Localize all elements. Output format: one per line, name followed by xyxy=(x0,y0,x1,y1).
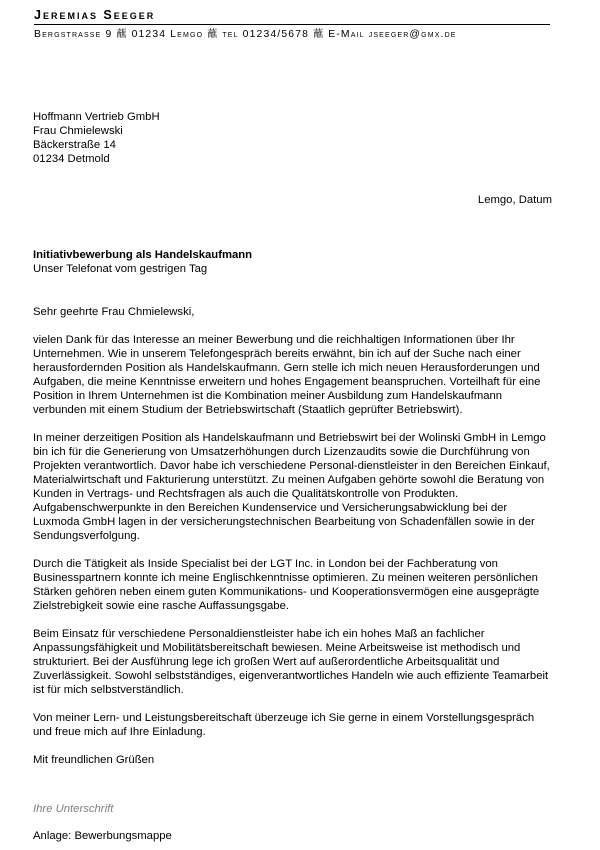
sender-phone: tel 01234/5678 xyxy=(222,29,310,40)
sender-name: Jeremias Seeger xyxy=(34,8,156,22)
separator-glyph: 蘸 xyxy=(207,29,219,40)
sender-email: E-Mail jseeger@gmx.de xyxy=(328,29,457,40)
letterhead-rule xyxy=(34,24,550,25)
letter-body xyxy=(33,305,553,781)
recipient-street: Bäckerstraße 14 xyxy=(33,139,116,151)
salutation: Sehr geehrte Frau Chmielewski, xyxy=(33,306,195,318)
letter-date: Lemgo, Datum xyxy=(477,194,552,206)
recipient-address xyxy=(33,110,160,166)
body-paragraph: Durch die Tätigkeit als Inside Specialist bei der LGT Inc. in London bei der Fachberatung von Businesspartnern konnte ich meine Englischkenntnisse optimieren. Zu meinen weiteren persönlichen Stärken gehören neben einem guten Kommunikations- und Kooperationsvermögen eine ausgeprägte Zielstrebigkeit sowie eine rasche Auffassungsgabe. xyxy=(33,558,540,612)
recipient-contact-person: Frau Chmielewski xyxy=(33,125,123,137)
closing: Mit freundlichen Grüßen xyxy=(33,754,155,766)
recipient-company: Hoffmann Vertrieb GmbH xyxy=(33,111,160,123)
subject-reference: Unser Telefonat vom gestrigen Tag xyxy=(33,263,208,275)
body-paragraph: Von meiner Lern- und Leistungsbereitschaft überzeuge ich Sie gerne in einem Vorstellungsgespräch und freue mich auf Ihre Einladung. xyxy=(33,712,535,738)
subject-title: Initiativbewerbung als Handelskaufmann xyxy=(33,249,253,261)
letterhead xyxy=(34,8,550,42)
body-paragraph: Beim Einsatz für verschiedene Personaldienstleister habe ich ein hohes Maß an fachlicher Anpassungsfähigkeit und Mobilitätsbereitschaft bewiesen. Meine Arbeitsweise ist methodisch und strukturiert. Bei der Ausführung lege ich großen Wert auf außerordentliche Arbeitsqualität und Zuverlässigkeit. Sowohl selbstständiges, eigenverantwortliches Handeln wie auch effiziente Teamarbeit ist für mich selbstverständlich. xyxy=(33,628,549,696)
sender-street: Bergstrasse 9 xyxy=(34,29,113,40)
enclosure-note: Anlage: Bewerbungsmappe xyxy=(33,830,172,842)
body-paragraph: In meiner derzeitigen Position als Handelskaufmann und Betriebswirt bei der Wolinski GmbH in Lemgo bin ich für die Generierung von Umsatzerhöhungen durch Lizenzaudits sowie die Durchführung von Projekten verantwortlich. Davor habe ich verschiedene Personal-dienstleister in den Bereichen Einkauf, Materialwirtschaft und Fakturierung unterstützt. Zu meinen Aufgaben gehörte sowohl die Beratung von Kunden in Vertrags- und Rechtsfragen als auch die Qualitätskontrolle von Produkten. Aufgabenschwerpunkte in den Bereichen Kundenservice und Versicherungsabwicklung bei der Luxmoda GmbH lagen in der versicherungstechnischen Bearbeitung von Schadenfällen sowie in der Sendungsverfolgung. xyxy=(33,432,550,542)
sender-contact-line xyxy=(34,28,550,42)
sender-city: 01234 Lemgo xyxy=(131,29,204,40)
signature-placeholder: Ihre Unterschrift xyxy=(33,803,114,815)
separator-glyph: 蘸 xyxy=(313,29,325,40)
separator-glyph: 蘸 xyxy=(116,29,128,40)
subject-block xyxy=(33,248,252,276)
recipient-city: 01234 Detmold xyxy=(33,153,110,165)
body-paragraph: vielen Dank für das Interesse an meiner Bewerbung und die reichhaltigen Informationen über Ihr Unternehmen. Wie in unserem Telefongespräch bereits erwähnt, bin ich auf der Suche nach einer herausfordernden Position als Handelskaufmann. Gern stelle ich mich neuen Herausforderungen und Aufgaben, die meine Kenntnisse erweitern und hohes Engagement beanspruchen. Vorteilhaft für eine Position in Ihrem Unternehmen ist die Kombination meiner Ausbildung zum Handelskaufmann verbunden mit einem Studium der Betriebswirtschaft (Staatlich geprüfter Betriebswirt). xyxy=(33,334,541,416)
